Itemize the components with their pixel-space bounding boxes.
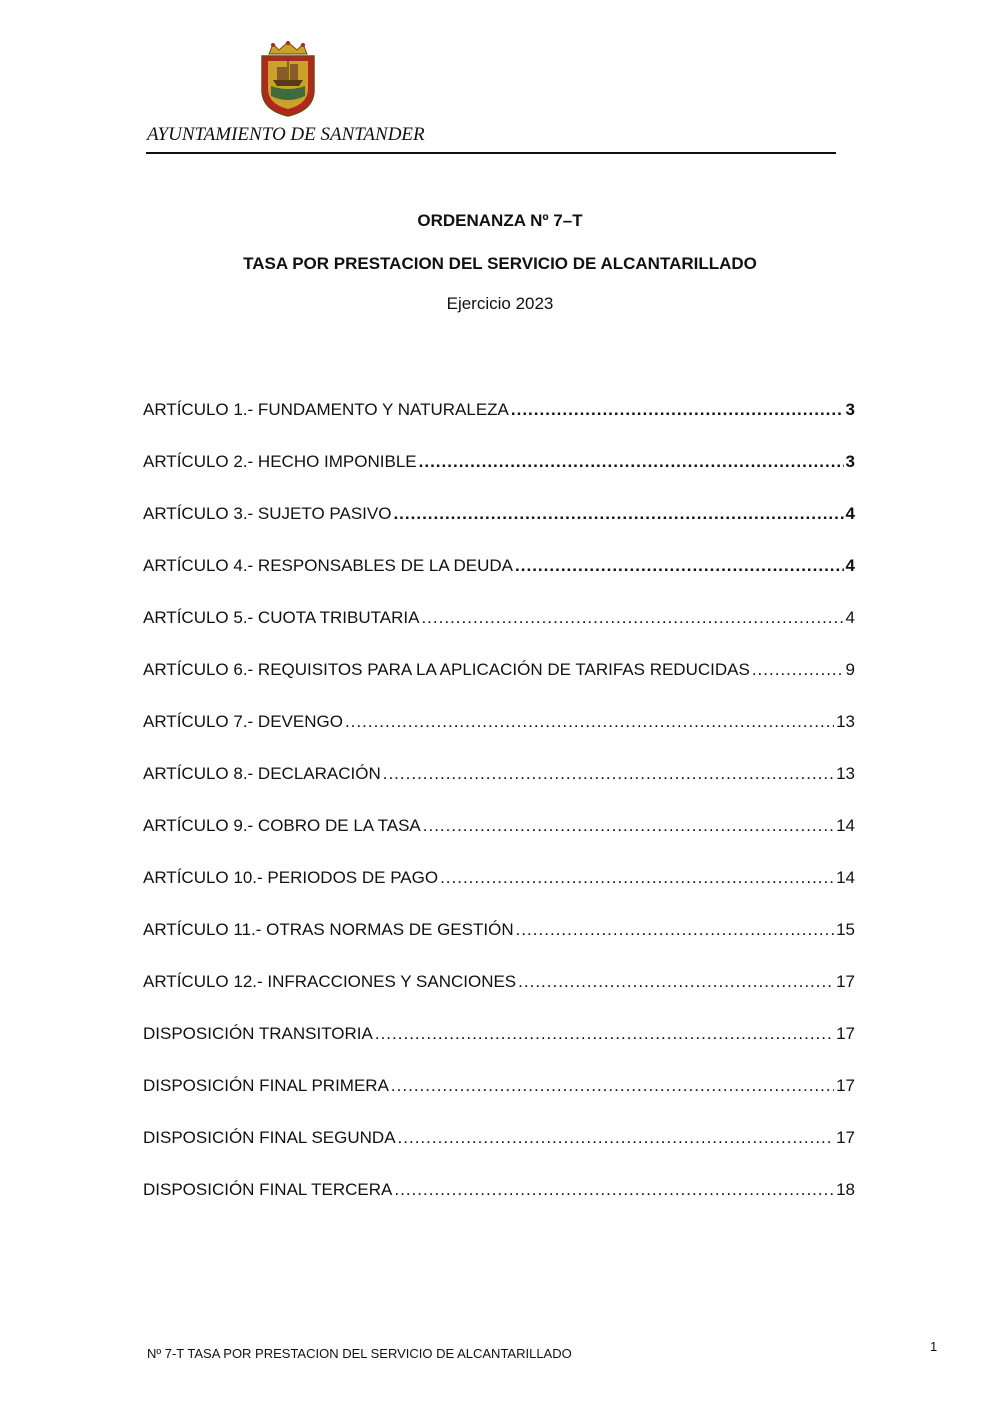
toc-leader-dots [394,1177,834,1203]
toc-entry-articulo-2[interactable] [143,449,855,501]
toc-entry-label: DISPOSICIÓN FINAL TERCERA [143,1180,393,1199]
page-footer: Nº 7-T TASA POR PRESTACION DEL SERVICIO DE ALCANTARILLADO [147,1346,572,1361]
toc-entry-label: ARTÍCULO 4.- RESPONSABLES DE LA DEUDA [143,556,514,575]
toc-entry-page: 14 [836,868,855,887]
toc-entry-page: 18 [836,1180,855,1199]
toc-entry-articulo-11[interactable] [143,917,855,969]
toc-leader-dots [375,1021,834,1047]
toc-entry-page: 17 [836,1128,855,1147]
toc-entry-disposicion-final-segunda[interactable] [143,1125,855,1177]
toc-leader-dots [511,397,844,423]
toc-entry-label: ARTÍCULO 12.- INFRACCIONES Y SANCIONES [143,972,517,991]
toc-leader-dots [752,657,844,683]
toc-entry-page: 13 [836,712,855,731]
santander-coat-of-arms-logo [257,40,319,118]
toc-leader-dots [518,969,834,995]
toc-entry-disposicion-final-primera[interactable] [143,1073,855,1125]
toc-leader-dots [393,501,843,527]
toc-leader-dots [419,449,844,475]
toc-leader-dots [516,917,834,943]
toc-entry-articulo-8[interactable] [143,761,855,813]
ordinance-number-title: ORDENANZA Nº 7–T [417,211,583,230]
toc-entry-page: 4 [845,608,855,627]
toc-entry-label: DISPOSICIÓN FINAL PRIMERA [143,1076,389,1095]
toc-entry-label: ARTÍCULO 1.- FUNDAMENTO Y NATURALEZA [143,400,509,419]
toc-entry-articulo-1[interactable] [143,397,855,449]
toc-entry-articulo-5[interactable] [143,605,855,657]
toc-entry-disposicion-transitoria[interactable] [143,1021,855,1073]
toc-leader-dots [391,1073,834,1099]
toc-entry-label: ARTÍCULO 3.- SUJETO PASIVO [143,504,392,523]
toc-leader-dots [423,813,834,839]
toc-entry-label: DISPOSICIÓN FINAL SEGUNDA [143,1128,396,1147]
ordinance-subject-title: TASA POR PRESTACION DEL SERVICIO DE ALCANTARILLADO [243,254,757,273]
toc-entry-label: ARTÍCULO 5.- CUOTA TRIBUTARIA [143,608,420,627]
toc-entry-articulo-10[interactable] [143,865,855,917]
toc-entry-page: 4 [845,504,855,523]
toc-entry-articulo-6[interactable] [143,657,855,709]
toc-entry-page: 13 [836,764,855,783]
toc-entry-page: 14 [836,816,855,835]
toc-leader-dots [515,553,844,579]
toc-entry-label: ARTÍCULO 6.- REQUISITOS PARA LA APLICACIÓN DE TARIFAS REDUCIDAS [143,660,750,679]
table-of-contents [143,397,855,1229]
toc-entry-page: 3 [845,400,855,419]
toc-leader-dots [398,1125,835,1151]
toc-entry-articulo-7[interactable] [143,709,855,761]
toc-leader-dots [440,865,834,891]
toc-entry-label: ARTÍCULO 9.- COBRO DE LA TASA [143,816,421,835]
toc-leader-dots [345,709,834,735]
toc-entry-page: 17 [836,1024,855,1043]
toc-entry-articulo-9[interactable] [143,813,855,865]
page-number: 1 [930,1339,938,1354]
toc-entry-label: ARTÍCULO 11.- OTRAS NORMAS DE GESTIÓN [143,920,514,939]
toc-entry-page: 17 [836,972,855,991]
header-divider [146,152,836,154]
toc-leader-dots [383,761,834,787]
organization-name: AYUNTAMIENTO DE SANTANDER [147,124,425,145]
toc-entry-label: DISPOSICIÓN TRANSITORIA [143,1024,373,1043]
toc-entry-page: 17 [836,1076,855,1095]
toc-entry-label: ARTÍCULO 7.- DEVENGO [143,712,343,731]
fiscal-year-label: Ejercicio 2023 [446,294,554,313]
toc-entry-label: ARTÍCULO 8.- DECLARACIÓN [143,764,381,783]
toc-entry-articulo-4[interactable] [143,553,855,605]
toc-entry-articulo-3[interactable] [143,501,855,553]
toc-entry-page: 4 [845,556,855,575]
toc-entry-page: 3 [845,452,855,471]
toc-entry-label: ARTÍCULO 2.- HECHO IMPONIBLE [143,452,417,471]
toc-entry-label: ARTÍCULO 10.- PERIODOS DE PAGO [143,868,439,887]
toc-leader-dots [421,605,843,631]
toc-entry-page: 9 [845,660,855,679]
toc-entry-articulo-12[interactable] [143,969,855,1021]
toc-entry-disposicion-final-tercera[interactable] [143,1177,855,1229]
toc-entry-page: 15 [836,920,855,939]
